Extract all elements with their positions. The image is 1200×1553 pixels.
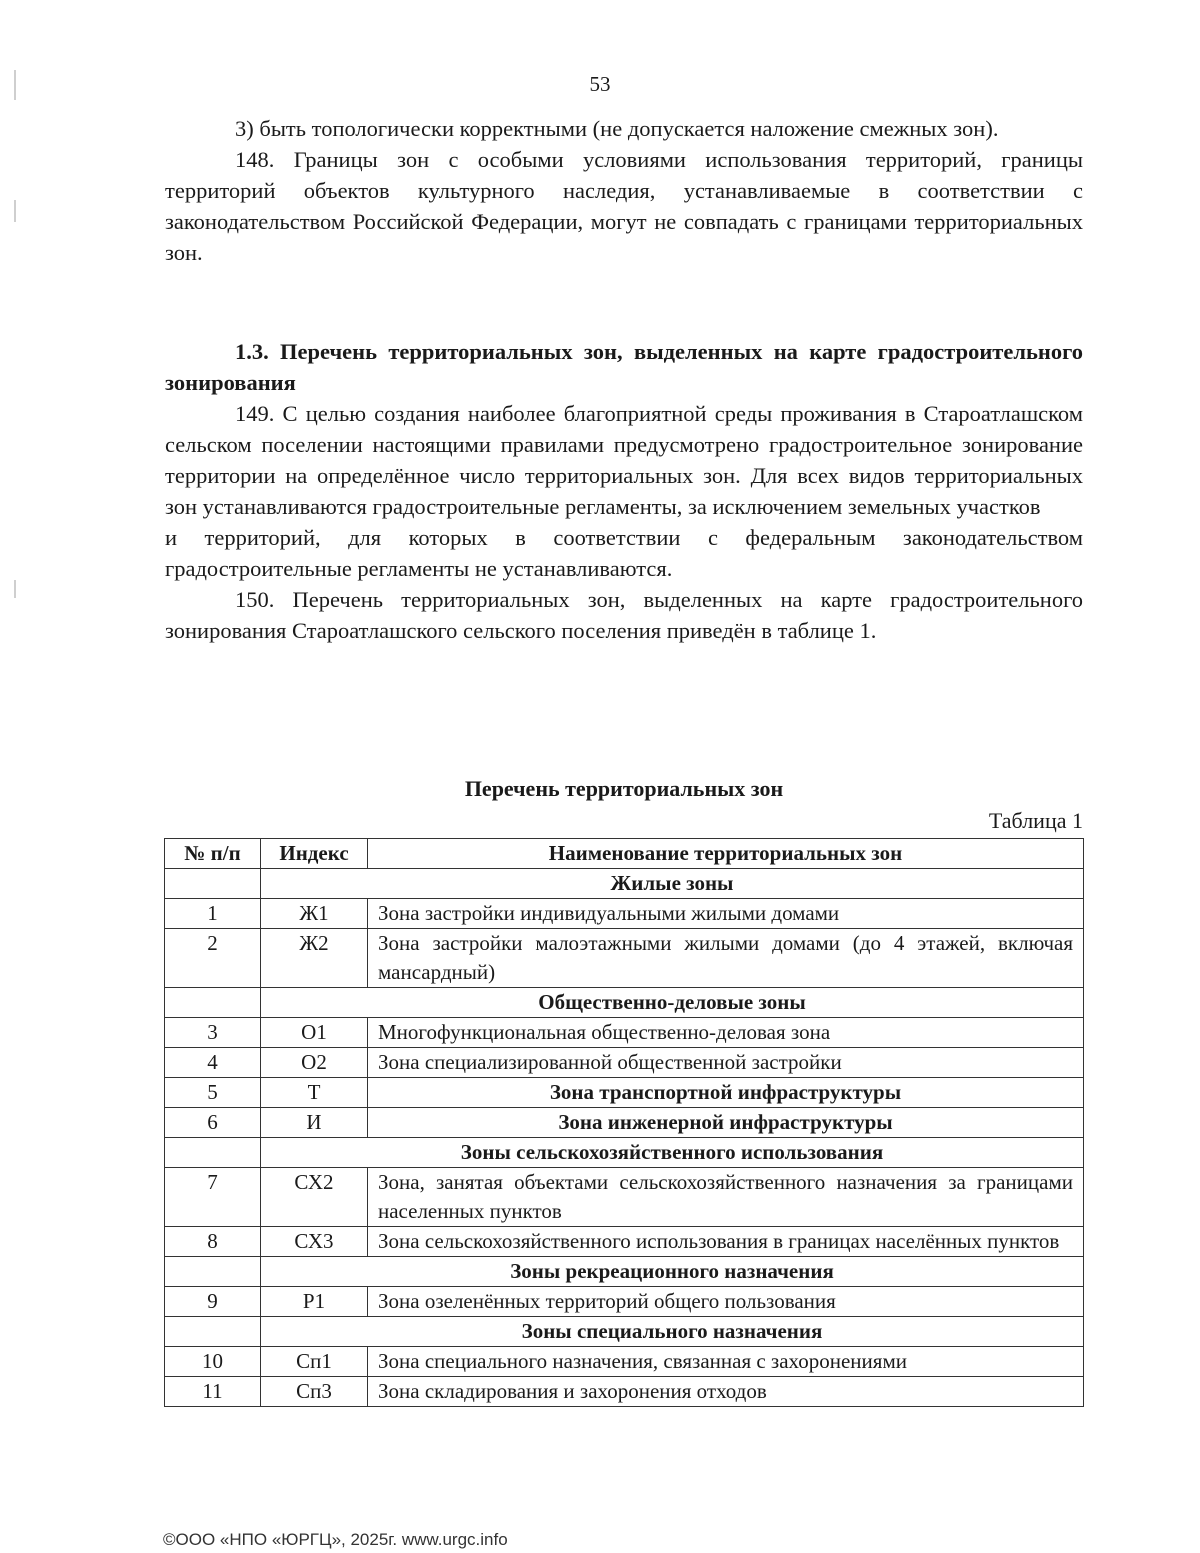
- table-row: [165, 1108, 1084, 1138]
- row-name: Зона специализированной общественной застройки: [368, 1048, 1084, 1078]
- row-name: Зона складирования и захоронения отходов: [368, 1377, 1084, 1407]
- section-heading: 1.3. Перечень территориальных зон, выделенных на карте градостроительного зонирования: [165, 339, 1083, 395]
- group-title: Общественно-деловые зоны: [261, 988, 1084, 1018]
- row-num: 7: [165, 1168, 261, 1227]
- row-index: Сп1: [261, 1347, 368, 1377]
- group-empty-cell: [165, 988, 261, 1018]
- header-index: Индекс: [261, 839, 368, 869]
- table-header-row: [165, 839, 1084, 869]
- row-index: И: [261, 1108, 368, 1138]
- table-row: [165, 929, 1084, 988]
- table-row: [165, 1377, 1084, 1407]
- row-num: 4: [165, 1048, 261, 1078]
- row-index: СХ3: [261, 1227, 368, 1257]
- row-name: Зона, занятая объектами сельскохозяйственного назначения за границами населенных пунктов: [368, 1168, 1084, 1227]
- row-name: Зона транспортной инфраструктуры: [368, 1078, 1084, 1108]
- footer-copyright: ©ООО «НПО «ЮРГЦ», 2025г. www.urgc.info: [163, 1530, 508, 1549]
- row-index: Сп3: [261, 1377, 368, 1407]
- row-num: 8: [165, 1227, 261, 1257]
- group-title: Зоны специального назначения: [261, 1317, 1084, 1347]
- zones-table: [164, 838, 1084, 1407]
- group-empty-cell: [165, 1138, 261, 1168]
- page-number: 53: [589, 72, 611, 96]
- paragraph: 148. Границы зон с особыми условиями использования территорий, границы территорий объектов культурного наследия, устанавливаемые в соответствии с законодательством Российской Федерации, могут не совпадать с границами территориальных зон.: [165, 147, 1083, 265]
- table-row: [165, 1078, 1084, 1108]
- table-row: [165, 1168, 1084, 1227]
- row-num: 1: [165, 899, 261, 929]
- scan-edge-mark: [14, 200, 16, 222]
- row-num: 5: [165, 1078, 261, 1108]
- table-group-row: [165, 988, 1084, 1018]
- table-row: [165, 1048, 1084, 1078]
- header-num: № п/п: [165, 839, 261, 869]
- table-row: [165, 899, 1084, 929]
- row-name: Многофункциональная общественно-деловая зона: [368, 1018, 1084, 1048]
- row-index: СХ2: [261, 1168, 368, 1227]
- group-empty-cell: [165, 1257, 261, 1287]
- table-row: [165, 1287, 1084, 1317]
- table-caption: Таблица 1: [988, 808, 1083, 833]
- table-group-row: [165, 1138, 1084, 1168]
- row-name: Зона инженерной инфраструктуры: [368, 1108, 1084, 1138]
- row-name: Зона озеленённых территорий общего пользования: [368, 1287, 1084, 1317]
- row-name: Зона застройки малоэтажными жилыми домами (до 4 этажей, включая мансардный): [368, 929, 1084, 988]
- row-name: Зона застройки индивидуальными жилыми домами: [368, 899, 1084, 929]
- row-num: 9: [165, 1287, 261, 1317]
- table-group-row: [165, 1257, 1084, 1287]
- row-index: О1: [261, 1018, 368, 1048]
- row-index: О2: [261, 1048, 368, 1078]
- table-row: [165, 1018, 1084, 1048]
- row-num: 3: [165, 1018, 261, 1048]
- intro-text: [165, 113, 1083, 268]
- group-title: Зоны рекреационного назначения: [261, 1257, 1084, 1287]
- row-index: Ж2: [261, 929, 368, 988]
- header-name: Наименование территориальных зон: [368, 839, 1084, 869]
- paragraph: 3) быть топологически корректными (не допускается наложение смежных зон).: [235, 116, 999, 141]
- table-group-row: [165, 869, 1084, 899]
- row-num: 2: [165, 929, 261, 988]
- group-title: Жилые зоны: [261, 869, 1084, 899]
- row-num: 6: [165, 1108, 261, 1138]
- group-title: Зоны сельскохозяйственного использования: [261, 1138, 1084, 1168]
- row-num: 11: [165, 1377, 261, 1407]
- table-title: Перечень территориальных зон: [464, 776, 784, 801]
- row-index: Р1: [261, 1287, 368, 1317]
- group-empty-cell: [165, 869, 261, 899]
- table-row: [165, 1227, 1084, 1257]
- group-empty-cell: [165, 1317, 261, 1347]
- row-num: 10: [165, 1347, 261, 1377]
- table-group-row: [165, 1317, 1084, 1347]
- paragraph: 150. Перечень территориальных зон, выделенных на карте градостроительного зонирования Староатлашского сельского поселения приведён в таблице 1.: [165, 587, 1083, 643]
- section-block: [165, 336, 1083, 646]
- row-name: Зона сельскохозяйственного использования в границах населённых пунктов: [368, 1227, 1084, 1257]
- scan-edge-mark: [14, 580, 16, 598]
- paragraph: 149. С целью создания наиболее благоприятной среды проживания в Староатлашском сельском поселении настоящими правилами предусмотрено градостроительное зонирование территории на определённое число территориальных зон. Для всех видов территориальных зон устанавливаются градостроительные регламенты, за исключением земельных участков: [165, 401, 1083, 519]
- table-row: [165, 1347, 1084, 1377]
- row-name: Зона специального назначения, связанная с захоронениями: [368, 1347, 1084, 1377]
- paragraph: и территорий, для которых в соответствии с федеральным законодательством градостроительные регламенты не устанавливаются.: [165, 525, 1083, 581]
- row-index: Т: [261, 1078, 368, 1108]
- row-index: Ж1: [261, 899, 368, 929]
- table-body: [165, 869, 1084, 1407]
